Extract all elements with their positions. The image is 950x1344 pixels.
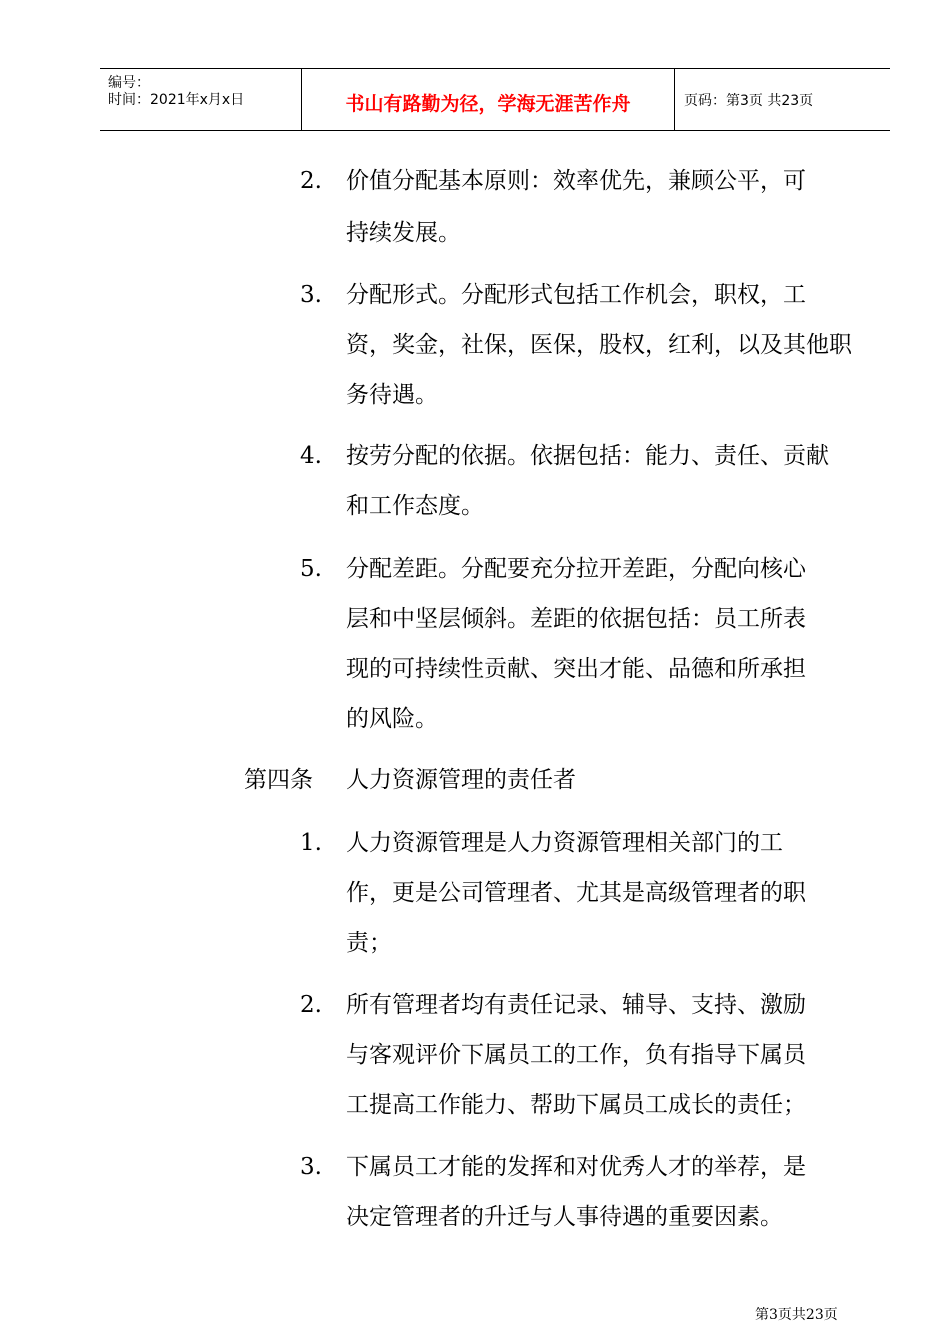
- header-page-cell: [675, 69, 890, 130]
- item-line: 分配差距。分配要充分拉开差距，分配向核心: [346, 556, 806, 582]
- item-line: 和工作态度。: [346, 493, 484, 519]
- item-number: 2.: [300, 168, 322, 194]
- item-number: 4.: [300, 443, 322, 469]
- time-label: 时间：2021年x月x日: [108, 92, 245, 108]
- item-number: 1.: [300, 830, 322, 856]
- item-line: 作，更是公司管理者、尤其是高级管理者的职: [346, 880, 806, 906]
- article-label: 第四条: [244, 767, 313, 793]
- header-meta-cell: [100, 69, 302, 130]
- item-line: 工提高工作能力、帮助下属员工成长的责任；: [346, 1092, 806, 1118]
- item-line: 现的可持续性贡献、突出才能、品德和所承担: [346, 656, 806, 682]
- motto: 书山有路勤为径，学海无涯苦作舟: [345, 93, 631, 115]
- item-number: 5.: [300, 556, 322, 582]
- item-line: 所有管理者均有责任记录、辅导、支持、激励: [346, 992, 806, 1018]
- item-line: 持续发展。: [346, 220, 461, 246]
- item-line: 务待遇。: [346, 382, 438, 408]
- page-header: [100, 68, 890, 131]
- header-motto-cell: [302, 69, 675, 130]
- item-line: 按劳分配的依据。依据包括：能力、责任、贡献: [346, 443, 829, 469]
- article-title: 人力资源管理的责任者: [346, 767, 576, 793]
- item-line: 资，奖金，社保，医保，股权，红利，以及其他职: [346, 332, 852, 358]
- item-line: 层和中坚层倾斜。差距的依据包括：员工所表: [346, 606, 806, 632]
- item-number: 3.: [300, 1154, 322, 1180]
- page-footer: 第3页共23页: [755, 1307, 838, 1323]
- item-number: 3.: [300, 282, 322, 308]
- item-number: 2.: [300, 992, 322, 1018]
- code-label: 编号：: [108, 75, 150, 91]
- page-label: 页码：第3页 共23页: [684, 93, 814, 109]
- item-line: 人力资源管理是人力资源管理相关部门的工: [346, 830, 783, 856]
- item-line: 下属员工才能的发挥和对优秀人才的举荐，是: [346, 1154, 806, 1180]
- item-line: 分配形式。分配形式包括工作机会，职权，工: [346, 282, 806, 308]
- item-line: 的风险。: [346, 706, 438, 732]
- item-line: 价值分配基本原则：效率优先，兼顾公平，可: [346, 168, 806, 194]
- item-line: 决定管理者的升迁与人事待遇的重要因素。: [346, 1204, 783, 1230]
- item-line: 与客观评价下属员工的工作，负有指导下属员: [346, 1042, 806, 1068]
- item-line: 责；: [346, 930, 392, 956]
